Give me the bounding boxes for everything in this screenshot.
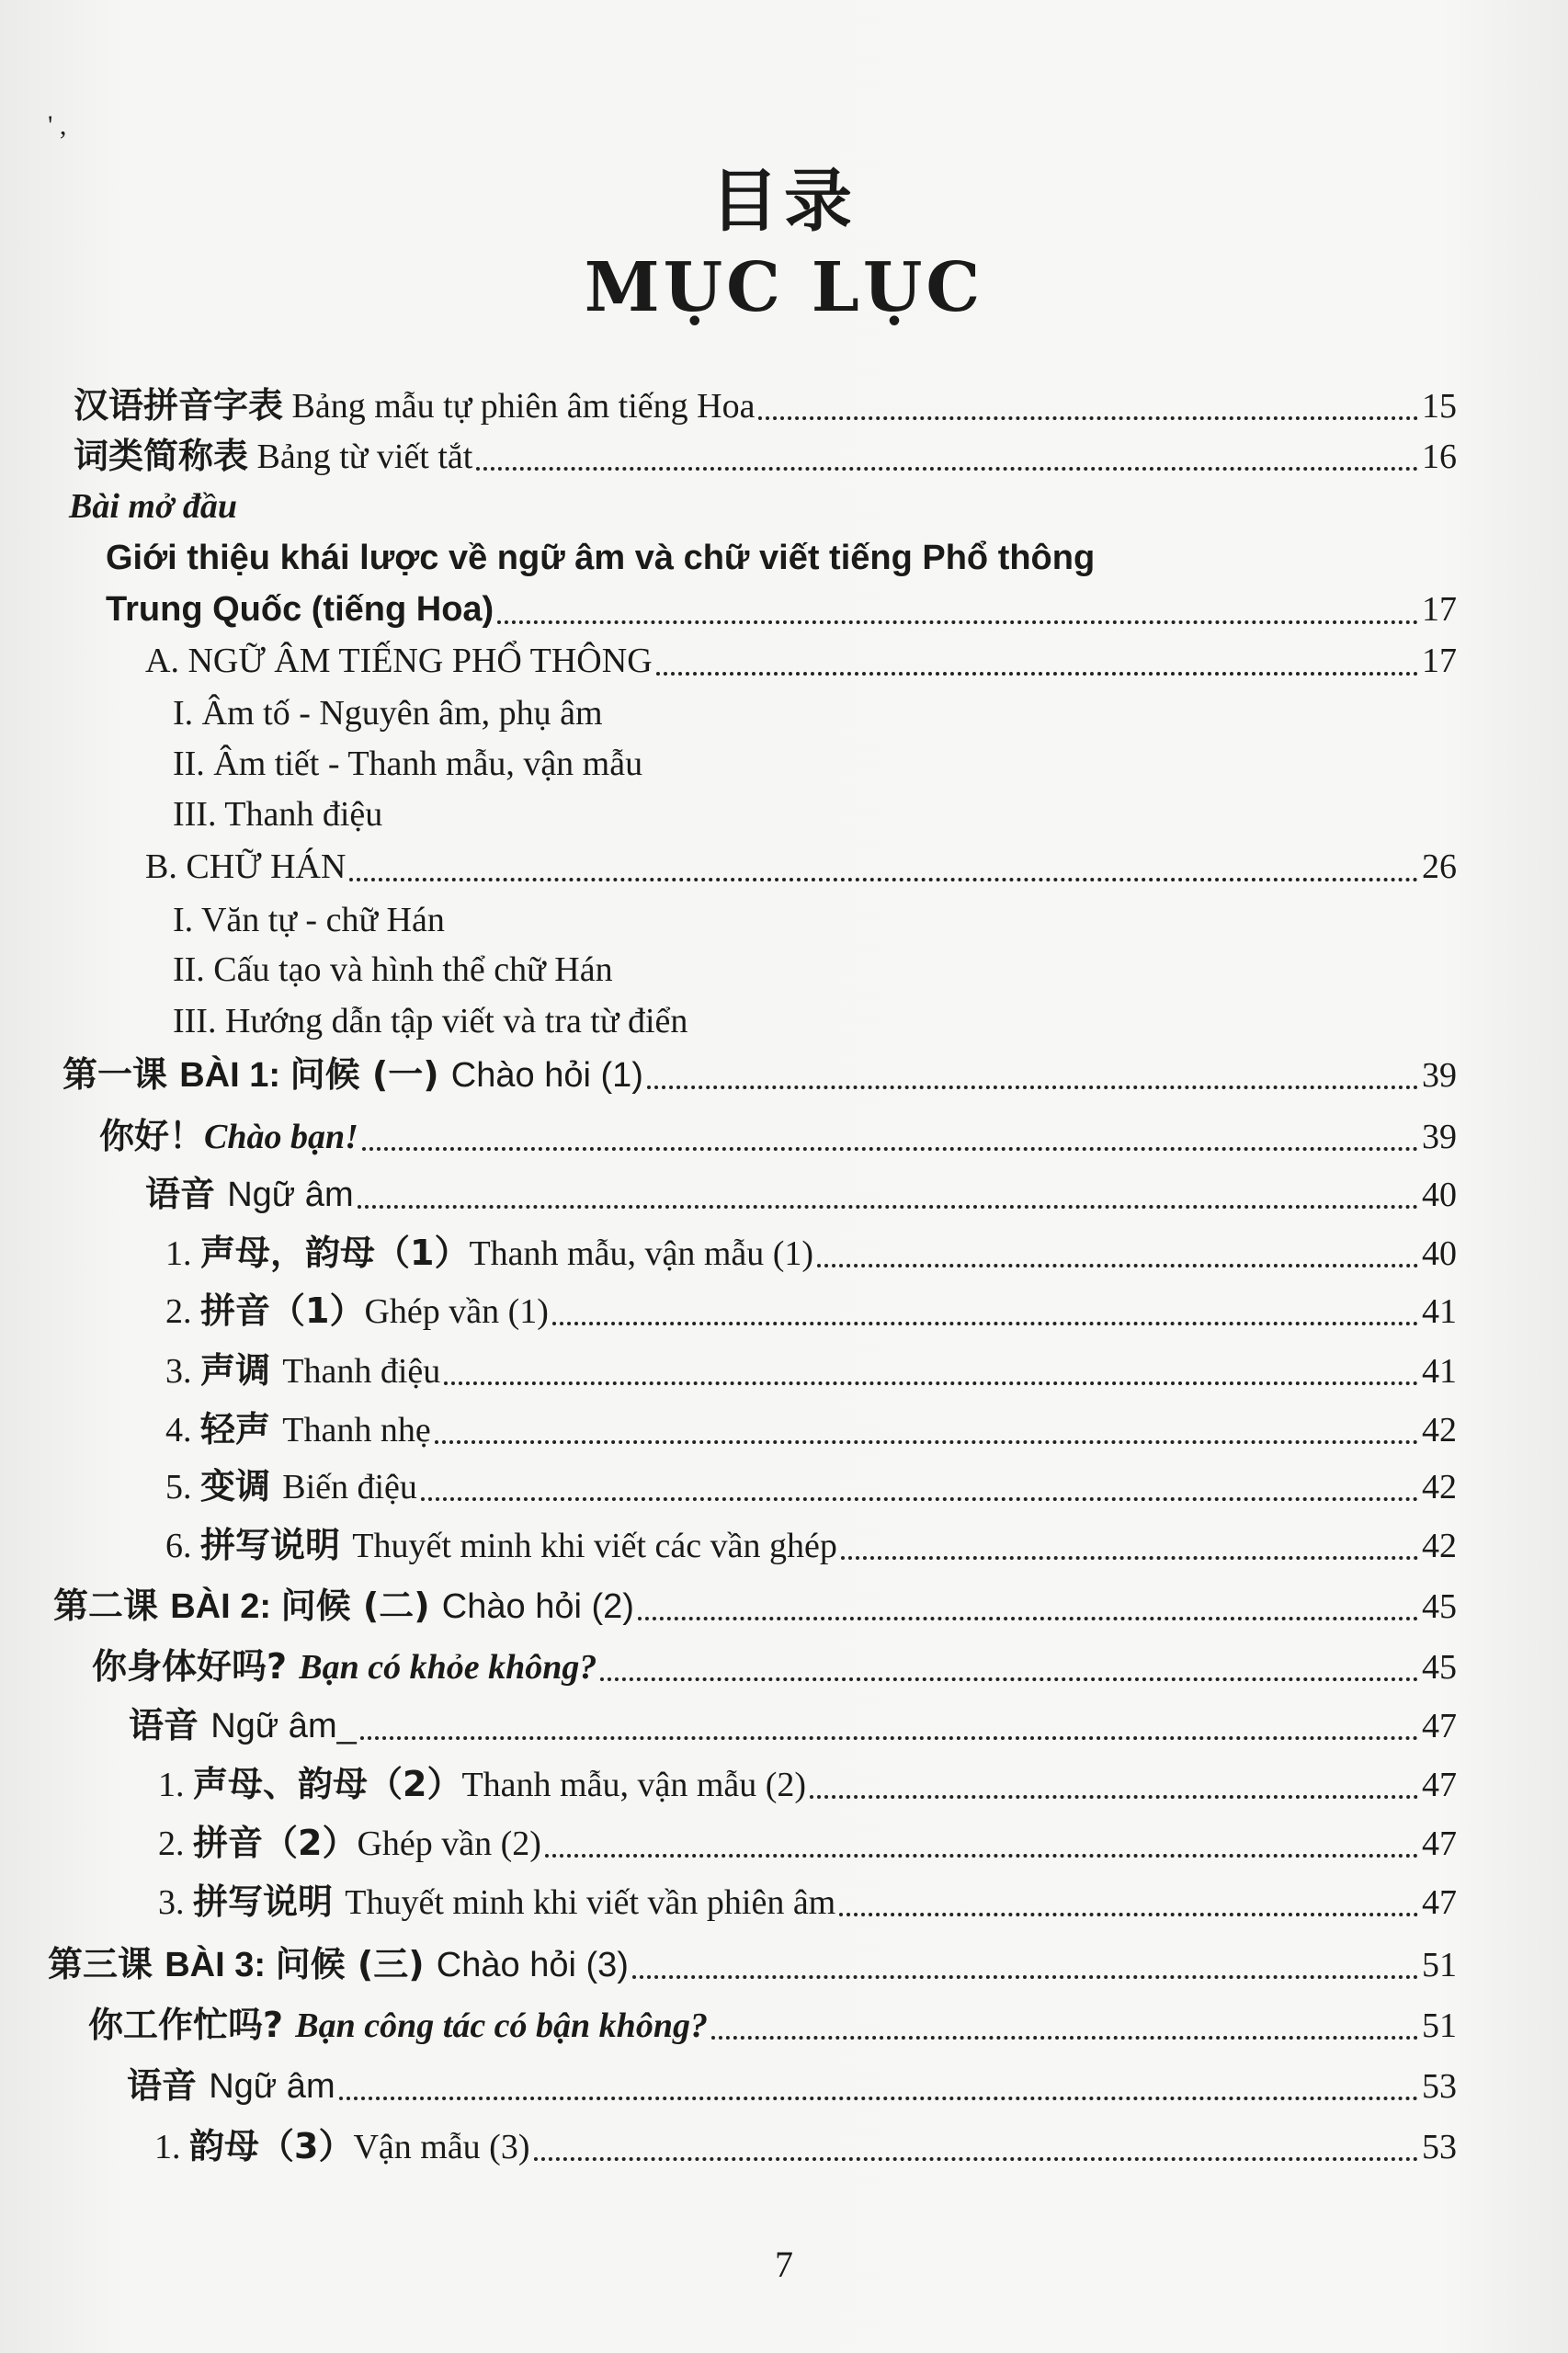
toc-entry-text-part: Thuyết minh khi viết vần phiên âm (345, 1883, 836, 1922)
toc-entry-text-part: 语音 (127, 2065, 210, 2106)
toc-entry-text-part: Vận mẫu (3) (353, 2128, 530, 2166)
toc-entry-title (165, 1462, 417, 1511)
toc-entry-text-part: 拼写说明 (193, 1881, 346, 1922)
dot-leader (711, 2036, 1418, 2040)
toc-page-number: 45 (1422, 1648, 1457, 1687)
toc-entry (173, 896, 445, 944)
toc-page-number: 17 (1422, 590, 1457, 629)
toc-page-number: 51 (1422, 1946, 1457, 1984)
toc-entry-text-part: III. Hướng dẫn tập viết và tra từ điển (173, 1002, 688, 1040)
toc-entry-text-part: 第一课 (62, 1054, 180, 1095)
toc-page-number: 17 (1422, 642, 1457, 680)
toc-page-number: 47 (1422, 1707, 1457, 1745)
toc-entry-text-part: 你工作忙吗? (88, 2005, 296, 2045)
toc-entry-title (74, 381, 755, 430)
dot-leader (497, 620, 1418, 624)
dot-leader (632, 1975, 1418, 1979)
dot-leader (339, 2097, 1418, 2100)
dot-leader (534, 2157, 1419, 2161)
toc-entry (74, 381, 1457, 429)
toc-page-number: 53 (1422, 2067, 1457, 2106)
toc-entry (88, 2001, 1457, 2049)
toc-entry (62, 1051, 1457, 1098)
toc-entry-text-part: Biến điệu (282, 1468, 417, 1506)
dot-leader (810, 1795, 1418, 1799)
dot-leader (656, 672, 1418, 676)
toc-entry-text-part: 3. (158, 1883, 193, 1922)
toc-page-number: 39 (1422, 1118, 1457, 1156)
toc-entry-text-part: 第二课 (53, 1586, 171, 1626)
dot-leader (444, 1381, 1418, 1385)
toc-entry-text-part: I. Văn tự - chữ Hán (173, 901, 445, 939)
toc-entry-title (127, 2062, 335, 2110)
toc-entry (127, 2062, 1457, 2109)
toc-entry-text-part: Trung Quốc (tiếng Hoa) (106, 590, 494, 629)
toc-entry-title (92, 1643, 597, 1691)
toc-page-number: 41 (1422, 1352, 1457, 1391)
toc-entry-text-part: Ngữ âm (227, 1176, 354, 1214)
toc-entry (145, 637, 1457, 685)
toc-entry-text-part: Bạn công tác có bận không? (295, 2006, 708, 2045)
toc-entry-text-part: 声母，韵母（1） (200, 1233, 470, 1273)
toc-entry-text-part: 语音 (129, 1705, 211, 1745)
toc-page-number: 41 (1422, 1292, 1457, 1331)
page-number: 7 (775, 2244, 793, 2285)
toc-entry-text-part: 1. (154, 2128, 189, 2166)
toc-entry (173, 740, 642, 788)
toc-entry-title (129, 1701, 357, 1750)
toc-entry-text-part: 第三课 (48, 1944, 165, 1984)
toc-entry-text-part: 你好！ (99, 1116, 205, 1156)
toc-entry-text-part: 问候 (三) (275, 1944, 437, 1984)
toc-entry-text-part: 变调 (200, 1466, 283, 1506)
toc-entry-text-part: 声调 (200, 1350, 283, 1391)
toc-entry (165, 1405, 1457, 1453)
toc-entry-text-part: 1. (158, 1766, 193, 1804)
toc-entry-text-part: 汉语拼音字表 (74, 385, 284, 426)
toc-entry (99, 1112, 1457, 1160)
toc-entry-title (99, 1112, 358, 1161)
toc-page-number: 40 (1422, 1176, 1457, 1214)
toc-entry-text-part: Chào hỏi (3) (436, 1946, 629, 1984)
toc-entry-text-part: II. Cấu tạo và hình thể chữ Hán (173, 950, 613, 989)
toc-page-number: 42 (1422, 1411, 1457, 1449)
toc-entry (106, 585, 1457, 633)
toc-entry-text-part: 5. (165, 1468, 200, 1506)
toc-entry-title (106, 534, 1095, 582)
toc-entry-text-part: 问候 (二) (280, 1586, 442, 1626)
dot-leader (358, 1205, 1418, 1209)
toc-entry (173, 689, 603, 737)
toc-entry (69, 483, 237, 530)
toc-page-number: 47 (1422, 1766, 1457, 1804)
toc-entry-text-part: Bảng mẫu tự phiên âm tiếng Hoa (283, 387, 756, 426)
toc-entry-text-part: Ngữ âm_ (210, 1707, 357, 1745)
toc-entry-text-part: Ghép vần (2) (357, 1824, 541, 1863)
toc-page-number: 47 (1422, 1824, 1457, 1863)
toc-entry-text-part: 问候 (一) (290, 1054, 451, 1095)
toc-entry-text-part: 词类简称表 (74, 436, 249, 476)
toc-entry-title (173, 740, 642, 788)
page-title-chinese: 目录 (710, 162, 858, 241)
toc-entry-title (62, 1051, 643, 1099)
toc-page-number: 15 (1422, 387, 1457, 426)
dot-leader (647, 1086, 1418, 1089)
page-title-vietnamese: MỤC LỤC (584, 248, 984, 327)
toc-entry-text-part: Thuyết minh khi viết các vần ghép (352, 1527, 837, 1565)
toc-entry-title (74, 432, 472, 481)
toc-entry-text-part: 拼音（1） (200, 1290, 365, 1331)
dot-leader (435, 1440, 1418, 1444)
toc-entry-title (165, 1229, 813, 1278)
toc-entry-title (106, 585, 494, 633)
toc-entry-text-part: 韵母（3） (189, 2126, 354, 2166)
toc-page-number: 39 (1422, 1056, 1457, 1095)
toc-entry-text-part: 1. (165, 1234, 200, 1273)
toc-entry (165, 1521, 1457, 1569)
toc-entry-text-part: BÀI 3: (165, 1946, 276, 1984)
toc-entry-title (158, 1878, 835, 1927)
toc-entry-text-part: BÀI 2: (170, 1587, 281, 1626)
toc-entry (165, 1462, 1457, 1510)
dot-leader (817, 1264, 1418, 1267)
toc-entry-title (53, 1582, 634, 1631)
toc-page-number: 53 (1422, 2128, 1457, 2166)
toc-page-number: 51 (1422, 2006, 1457, 2045)
toc-entry-text-part: Thanh mẫu, vận mẫu (2) (461, 1766, 807, 1804)
toc-entry-text-part: Ngữ âm (209, 2067, 335, 2106)
toc-entry-title (165, 1405, 431, 1454)
toc-entry-title (173, 896, 445, 944)
toc-entry-text-part: 6. (165, 1527, 200, 1565)
toc-page-number: 16 (1422, 438, 1457, 476)
dot-leader (600, 1677, 1418, 1681)
toc-entry-text-part: Bạn có khỏe không? (299, 1648, 597, 1687)
toc-entry (92, 1643, 1457, 1690)
toc-entry-title (173, 689, 603, 737)
toc-entry (145, 843, 1457, 891)
toc-entry-text-part: 4. (165, 1411, 200, 1449)
toc-entry-text-part: Chào bạn! (204, 1118, 358, 1156)
toc-entry (165, 1229, 1457, 1277)
dot-leader (839, 1913, 1418, 1916)
toc-entry-title (158, 1760, 806, 1809)
toc-entry-title (154, 2122, 530, 2171)
toc-entry-title (88, 2001, 708, 2050)
toc-entry-text-part: B. CHỮ HÁN (145, 847, 347, 886)
toc-entry-text-part: Ghép vần (1) (364, 1292, 549, 1331)
toc-entry-text-part: Bài mở đầu (69, 487, 237, 526)
toc-entry-title (158, 1819, 541, 1868)
toc-entry (145, 1170, 1457, 1218)
toc-entry-title (145, 843, 346, 891)
toc-entry (173, 946, 613, 994)
toc-entry-title (173, 790, 382, 838)
toc-entry-text-part: III. Thanh điệu (173, 795, 383, 834)
toc-entry (129, 1701, 1457, 1749)
dot-leader (349, 878, 1418, 881)
toc-entry-title (69, 483, 237, 530)
toc-entry (158, 1819, 1457, 1867)
toc-entry (74, 432, 1457, 480)
dot-leader (552, 1322, 1418, 1325)
toc-page-number: 45 (1422, 1587, 1457, 1626)
toc-entry-title (145, 1170, 354, 1219)
toc-entry-text-part: Thanh mẫu, vận mẫu (1) (469, 1234, 814, 1273)
toc-entry (173, 790, 382, 838)
toc-entry-title (145, 637, 653, 685)
toc-entry (158, 1878, 1457, 1926)
toc-entry-title (165, 1287, 549, 1336)
toc-entry (48, 1940, 1457, 1988)
toc-entry (158, 1760, 1457, 1808)
toc-entry-text-part: 3. (165, 1352, 200, 1391)
dot-leader (362, 1147, 1418, 1151)
dot-leader (841, 1556, 1418, 1560)
toc-page-number: 26 (1422, 847, 1457, 886)
toc-entry (154, 2122, 1457, 2170)
toc-entry (165, 1287, 1457, 1335)
toc-page-number: 40 (1422, 1234, 1457, 1273)
toc-entry-text-part: 拼写说明 (200, 1525, 353, 1565)
toc-entry-text-part: Thanh nhẹ (282, 1411, 431, 1449)
toc-entry-text-part: I. Âm tố - Nguyên âm, phụ âm (173, 694, 603, 733)
toc-entry-title (173, 946, 613, 994)
toc-page-number: 42 (1422, 1527, 1457, 1565)
toc-entry-text-part: 拼音（2） (193, 1823, 358, 1863)
toc-entry-text-part: 语音 (145, 1174, 228, 1214)
toc-entry-text-part: II. Âm tiết - Thanh mẫu, vận mẫu (173, 745, 643, 783)
toc-entry-text-part: 2. (158, 1824, 193, 1863)
toc-entry-title (165, 1521, 837, 1570)
dot-leader (638, 1617, 1418, 1620)
toc-entry-text-part: Giới thiệu khái lược về ngữ âm và chữ viết tiếng Phổ thông (106, 539, 1096, 577)
toc-entry-text-part: Chào hỏi (2) (441, 1587, 634, 1626)
toc-entry (106, 534, 1095, 582)
dot-leader (360, 1736, 1418, 1740)
toc-entry-text-part: 2. (165, 1292, 200, 1331)
toc-entry-text-part: 轻声 (200, 1409, 283, 1449)
toc-page-number: 47 (1422, 1883, 1457, 1922)
stray-mark: ' , (48, 110, 67, 141)
toc-page-number: 42 (1422, 1468, 1457, 1506)
toc-entry-text-part: BÀI 1: (179, 1056, 290, 1095)
dot-leader (545, 1854, 1418, 1858)
dot-leader (421, 1497, 1418, 1501)
toc-entry-title (165, 1347, 440, 1395)
toc-entry-title (48, 1940, 629, 1989)
dot-leader (758, 416, 1418, 420)
toc-entry-text-part: Bảng từ viết tắt (248, 438, 473, 476)
toc-entry-text-part: Thanh điệu (282, 1352, 441, 1391)
toc-entry-text-part: 声母、韵母（2） (193, 1764, 462, 1804)
toc-entry-text-part: A. NGỮ ÂM TIẾNG PHỔ THÔNG (145, 642, 653, 680)
dot-leader (476, 467, 1418, 471)
toc-entry-text-part: 你身体好吗? (92, 1646, 300, 1687)
toc-entry (165, 1347, 1457, 1394)
toc-entry-title (173, 997, 687, 1045)
toc-entry-text-part: Chào hỏi (1) (450, 1056, 643, 1095)
toc-entry (173, 997, 687, 1045)
toc-entry (53, 1582, 1457, 1630)
